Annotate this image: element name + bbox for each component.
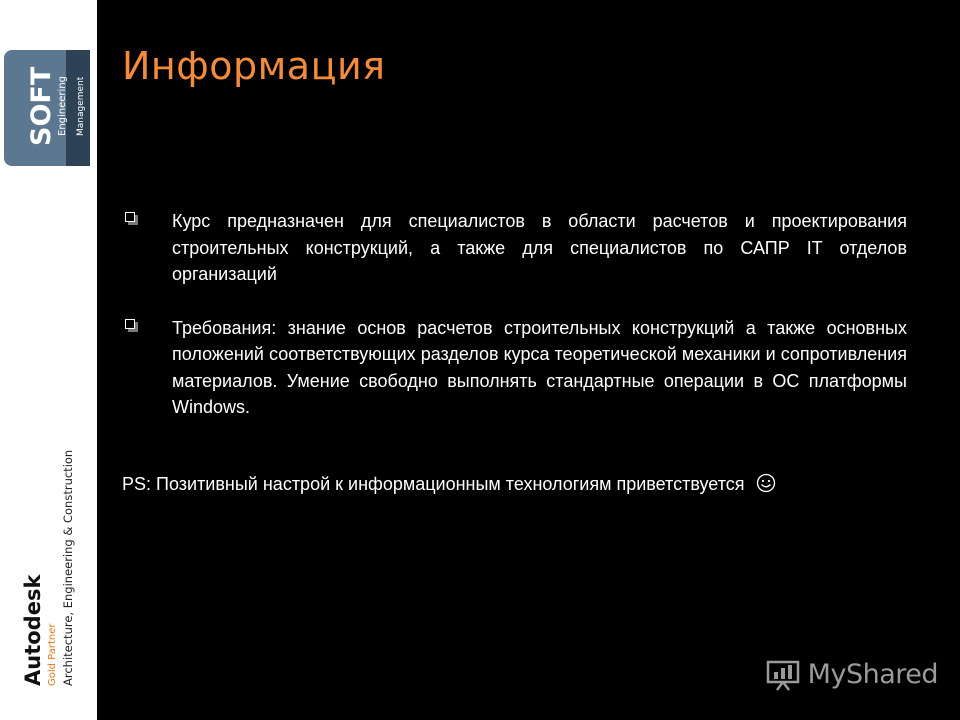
logo-line1: SOFT — [26, 66, 57, 146]
page-title: Информация — [122, 44, 386, 88]
watermark-text: MyShared — [807, 658, 938, 690]
watermark — [766, 656, 938, 692]
partner-brand: Autodesk — [21, 574, 45, 686]
ps-note — [122, 471, 907, 498]
content — [122, 208, 907, 497]
checkbox-bullet-icon — [125, 212, 138, 225]
partner-segment: Architecture, Engineering & Construction — [61, 449, 75, 686]
sidebar — [0, 0, 97, 720]
bullet-text: Курс предназначен для специалистов в области расчетов и проектирования строительных конструкций, а также для специалистов по САПР IT отделов организаций — [172, 211, 907, 284]
smiley-icon — [756, 473, 776, 493]
bullet-text: Требования: знание основ расчетов строительных конструкций а также основных положений соответствующих разделов курса теоретической механики и сопротивления материалов. Умение свободно выполнять стандартные операции в ОС платформы Windows. — [172, 317, 907, 417]
bullet-item — [122, 315, 907, 421]
partner-level: Gold Partner — [47, 623, 58, 686]
soft-engineering-logo — [4, 50, 90, 166]
ps-text: PS: Позитивный настрой к информационным технологиям приветствуется — [122, 473, 745, 494]
presentation-board-icon — [766, 656, 802, 692]
logo-line3: Management — [76, 76, 86, 136]
autodesk-partner-badge — [18, 440, 82, 690]
bullet-item — [122, 208, 907, 288]
logo-line2: Engineering — [57, 76, 68, 136]
checkbox-bullet-icon — [125, 319, 138, 332]
